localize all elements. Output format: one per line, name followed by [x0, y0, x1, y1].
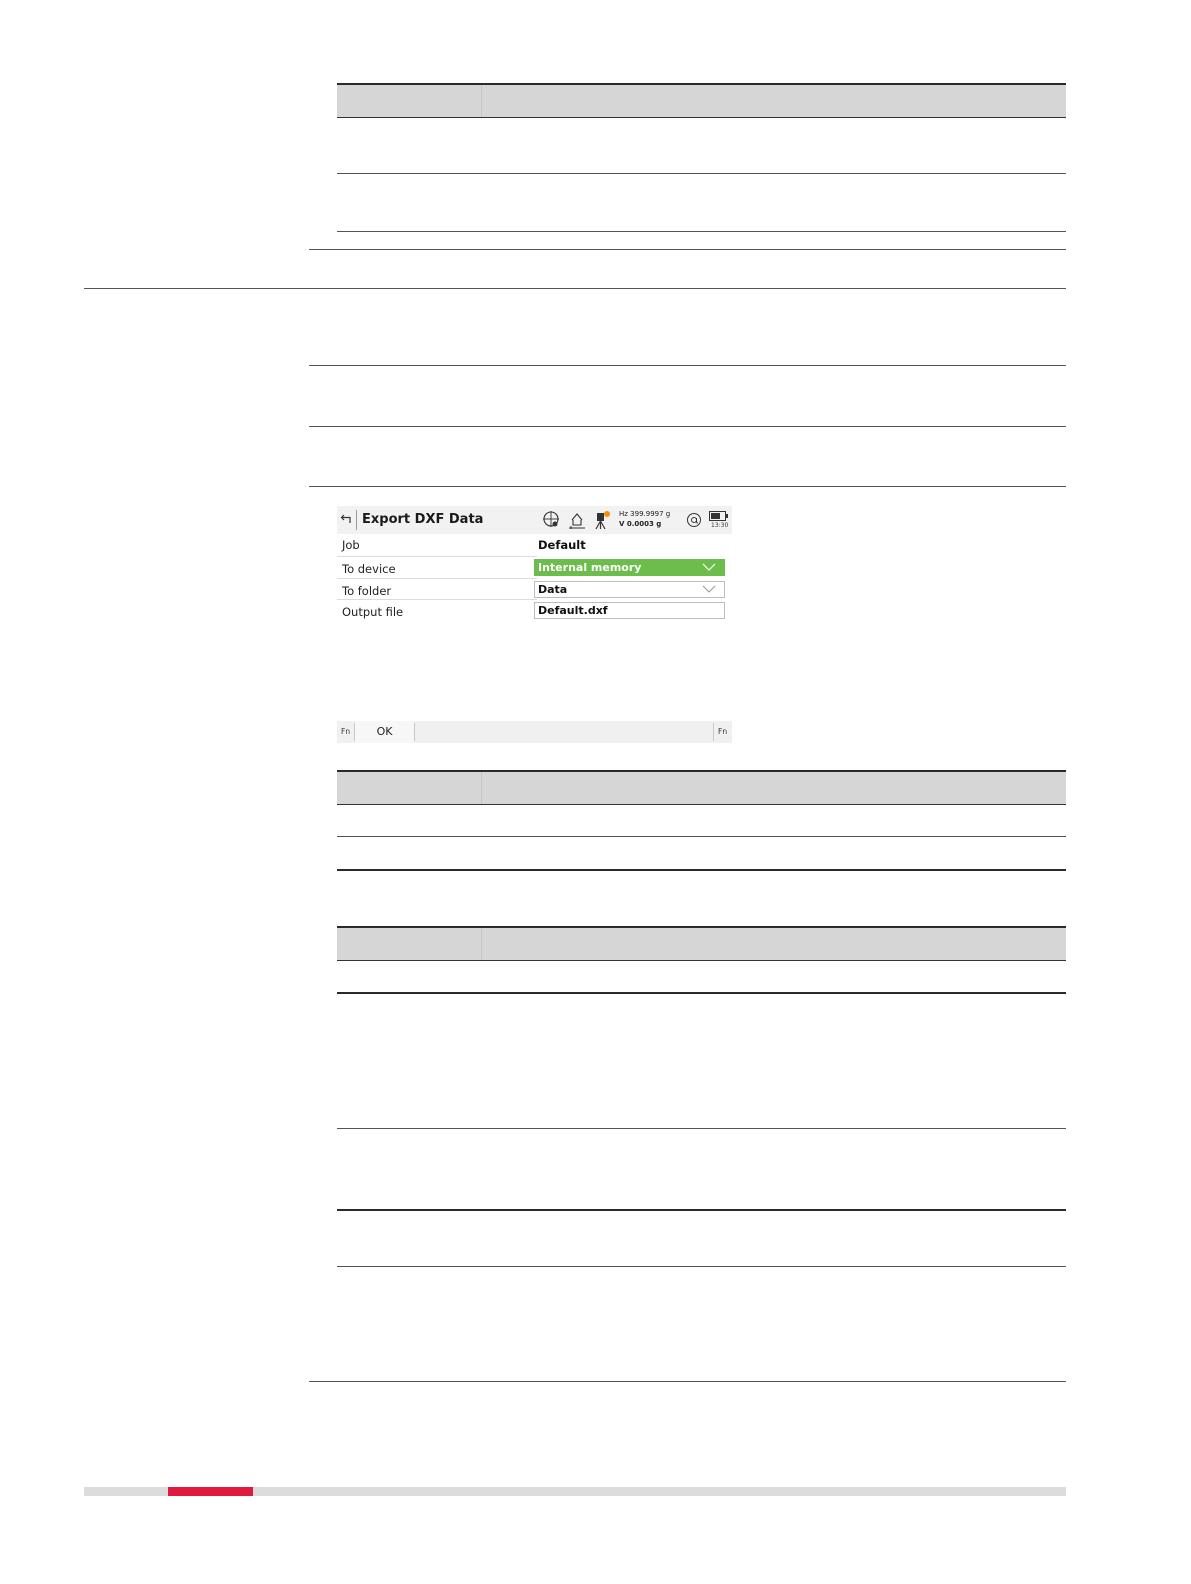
- to-device-label: To device: [342, 562, 396, 576]
- output-file-label: Output file: [342, 605, 404, 619]
- table-3-row-divider: [337, 1266, 1066, 1267]
- crosshair-target-icon: [542, 510, 562, 530]
- job-label: Job: [342, 538, 360, 552]
- fn-key-right[interactable]: Fn: [718, 727, 728, 736]
- to-folder-dropdown[interactable]: [534, 581, 725, 598]
- job-value: Default: [538, 538, 586, 552]
- instrument-tripod-icon: [592, 510, 612, 530]
- table-2-bottom-rule: [337, 869, 1066, 871]
- screen-title: Export DXF Data: [362, 512, 484, 527]
- step-divider: [309, 365, 1066, 366]
- title-separator: [356, 510, 357, 530]
- field-separator: [337, 556, 537, 557]
- title-bar: [337, 506, 732, 534]
- output-file-value: Default.dxf: [538, 604, 608, 617]
- clock: 13:30: [711, 522, 729, 529]
- step-divider: [309, 426, 1066, 427]
- to-device-dropdown[interactable]: [534, 559, 725, 576]
- angle-readout: [619, 509, 670, 529]
- table-1-bottom-rule: [337, 231, 1066, 232]
- table-3-row-divider: [337, 1209, 1066, 1211]
- chevron-down-icon: [702, 563, 716, 572]
- section-end-rule: [309, 249, 1066, 250]
- home-baseline-icon: [568, 510, 586, 530]
- device-screenshot: [337, 506, 732, 744]
- ok-button[interactable]: OK: [355, 721, 414, 743]
- section-start-rule: [84, 288, 1066, 289]
- battery-icon: [709, 511, 729, 521]
- table-3-row-divider: [337, 992, 1066, 994]
- field-separator: [337, 599, 537, 600]
- table-1-row-divider: [337, 173, 1066, 174]
- step-divider: [309, 486, 1066, 487]
- chevron-down-icon: [702, 585, 716, 594]
- table-2-header: [337, 770, 1066, 805]
- hz-angle: Hz 399.9997 g: [619, 510, 671, 518]
- table-3-row-divider: [337, 1128, 1066, 1129]
- to-device-value: Internal memory: [538, 561, 642, 574]
- table-3-header: [337, 926, 1066, 961]
- softkey-separator: [713, 723, 714, 741]
- table-2-row-divider: [337, 836, 1066, 837]
- field-separator: [337, 578, 537, 579]
- output-file-input[interactable]: [534, 602, 725, 619]
- at-sign-icon: [686, 512, 702, 528]
- v-angle: V 0.0003 g: [619, 520, 662, 528]
- to-folder-label: To folder: [342, 584, 392, 598]
- table-1-header: [337, 83, 1066, 118]
- to-folder-value: Data: [538, 583, 568, 596]
- footer-accent: [168, 1487, 253, 1496]
- softkey-separator: [414, 723, 415, 741]
- softkey-bar: [337, 721, 732, 743]
- section-end-rule: [309, 1381, 1066, 1382]
- back-arrow-icon[interactable]: [340, 512, 354, 526]
- fn-key-left[interactable]: Fn: [341, 727, 351, 736]
